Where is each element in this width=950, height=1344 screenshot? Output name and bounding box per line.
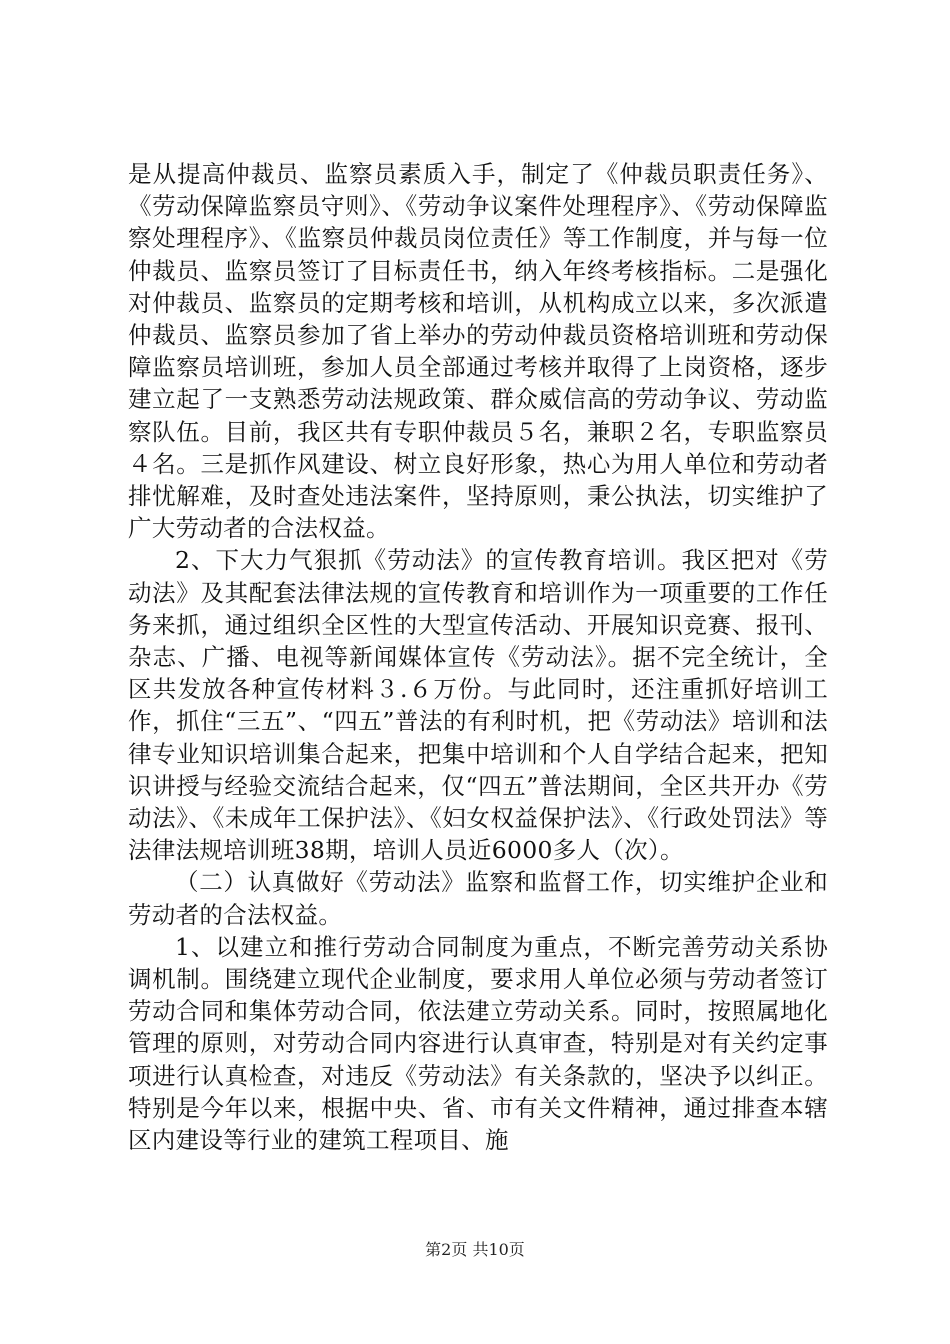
document-body: [128, 158, 828, 1156]
page-footer: 第2页 共10页: [425, 1240, 525, 1259]
paragraph: 1、以建立和推行劳动合同制度为重点，不断完善劳动关系协调机制。围绕建立现代企业制度，要求用人单位必须与劳动者签订劳动合同和集体劳动合同，依法建立劳动关系。同时，按照属地化管理的原则，对劳动合同内容进行认真审查，特别是对有关约定事项进行认真检查，对违反《劳动法》有关条款的，坚决予以纠正。特别是今年以来，根据中央、省、市有关文件精神，通过排查本辖区内建设等行业的建筑工程项目、施: [128, 932, 828, 1155]
paragraph: 是从提高仲裁员、监察员素质入手，制定了《仲裁员职责任务》、《劳动保障监察员守则》、《劳动争议案件处理程序》、《劳动保障监察处理程序》、《监察员仲裁员岗位责任》等工作制度，并与每一位仲裁员、监察员签订了目标责任书，纳入年终考核指标。二是强化对仲裁员、监察员的定期考核和培训，从机构成立以来，多次派遣仲裁员、监察员参加了省上举办的劳动仲裁员资格培训班和劳动保障监察员培训班，参加人员全部通过考核并取得了上岗资格，逐步建立起了一支熟悉劳动法规政策、群众威信高的劳动争议、劳动监察队伍。目前，我区共有专职仲裁员５名，兼职２名，专职监察员４名。三是抓作风建设、树立良好形象，热心为用人单位和劳动者排忧解难，及时查处违法案件，坚持原则，秉公执法，切实维护了广大劳动者的合法权益。: [128, 160, 828, 543]
paragraph: 2、下大力气狠抓《劳动法》的宣传教育培训。我区把对《劳动法》及其配套法律法规的宣传教育和培训作为一项重要的工作任务来抓，通过组织全区性的大型宣传活动、开展知识竞赛、报刊、杂志、广播、电视等新闻媒体宣传《劳动法》。据不完全统计，全区共发放各种宣传材料３.６万份。与此同时，还注重抓好培训工作，抓住“三五”、“四五”普法的有利时机，把《劳动法》培训和法律专业知识培训集合起来，把集中培训和个人自学结合起来，把知识讲授与经验交流结合起来，仅“四五”普法期间，全区共开办《劳动法》、《未成年工保护法》、《妇女权益保护法》、《行政处罚法》等法律法规培训班38期，培训人员近6000多人（次）。: [128, 546, 828, 865]
paragraph: （二）认真做好《劳动法》监察和监督工作，切实维护企业和劳动者的合法权益。: [128, 868, 828, 929]
